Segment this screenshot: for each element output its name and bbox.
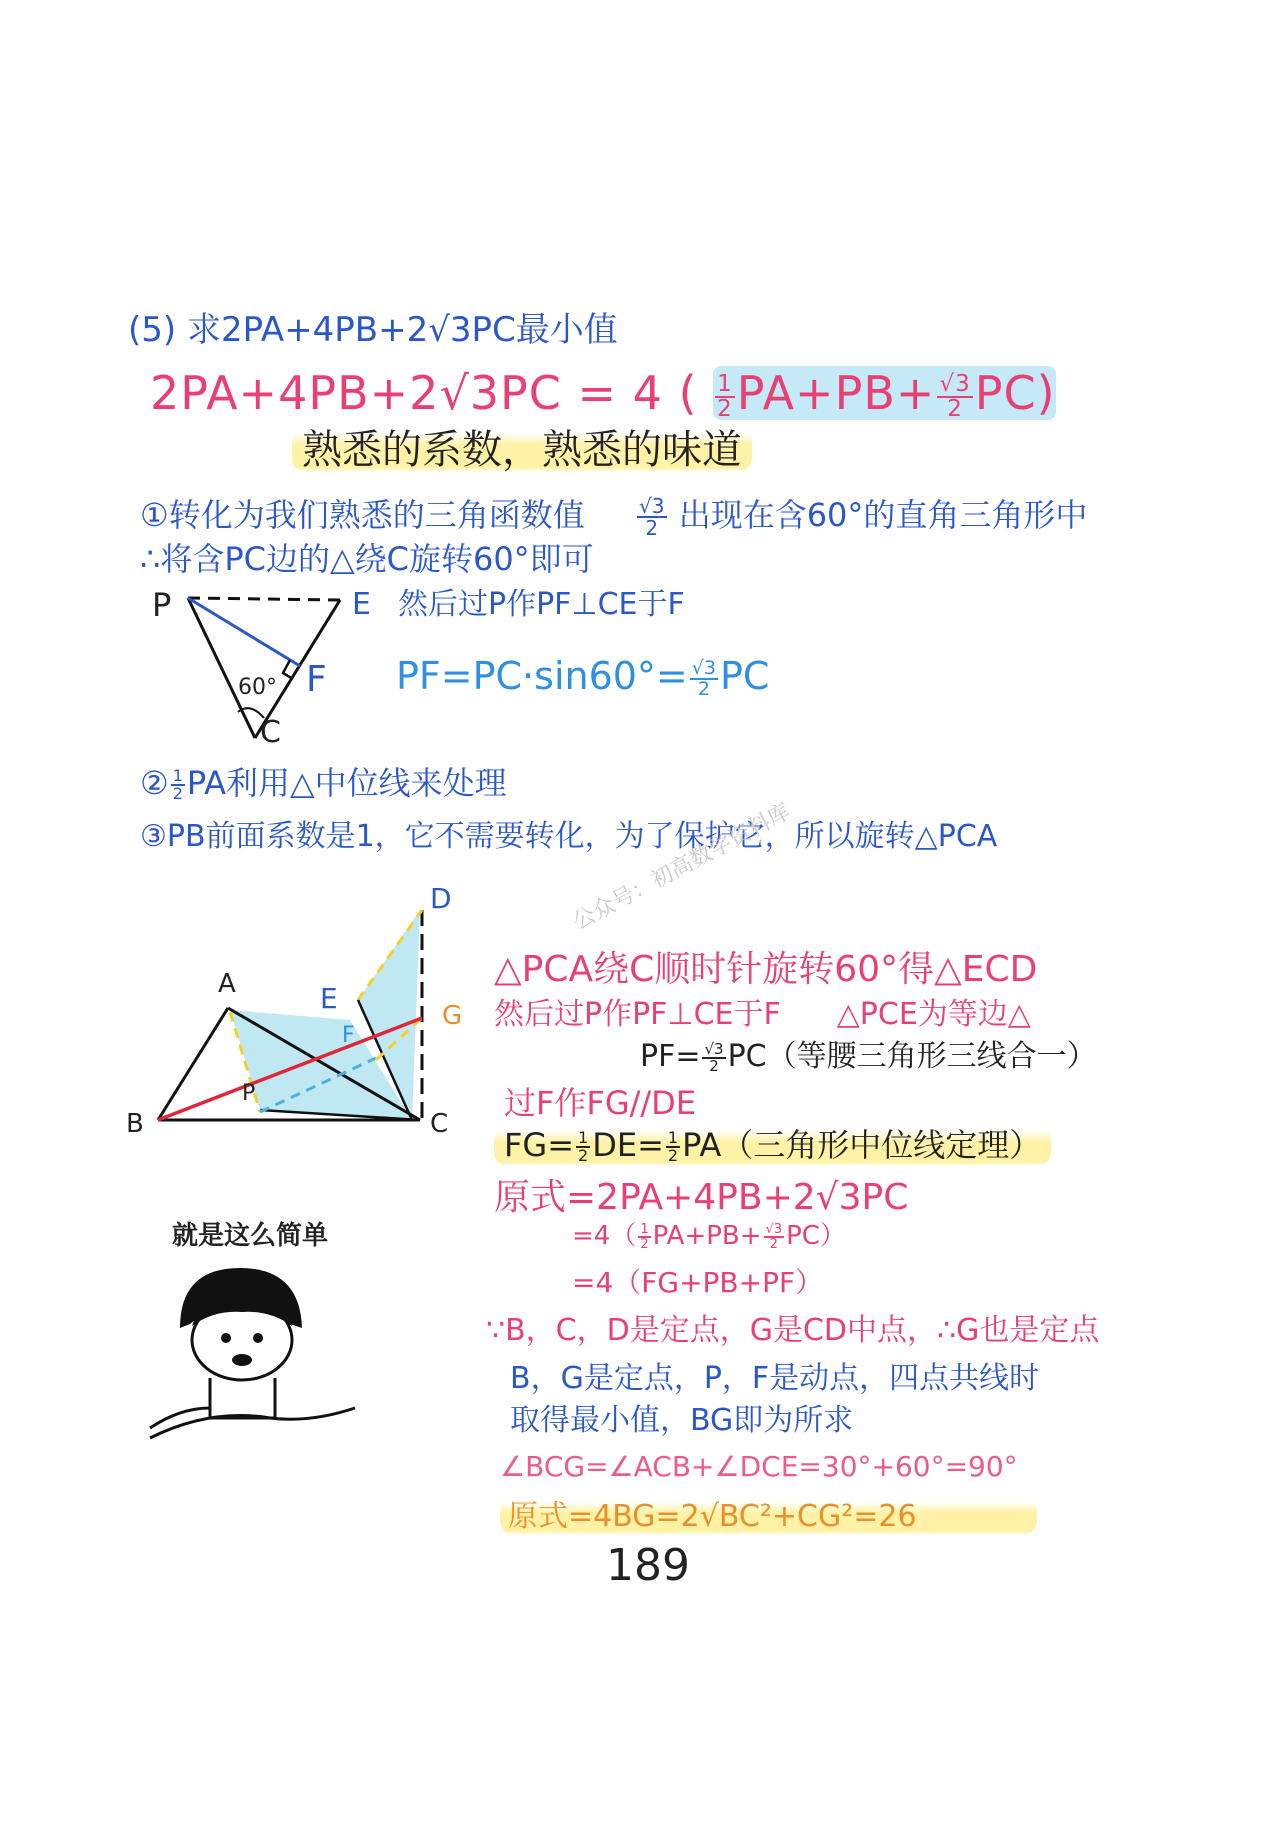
solution-l7c: PC） (786, 1221, 846, 1251)
watermark: 公众号：初高数学资料库 (569, 799, 795, 936)
meme-body (210, 1378, 275, 1418)
step1-line1-b: 出现在含60°的直角三角形中 (678, 496, 1088, 534)
pf-formula-fraction: $\frac{√3}{2}$ (691, 656, 716, 700)
segment-PE (188, 598, 340, 600)
label-C2: C (430, 1109, 449, 1139)
solution-l3b: PC（等腰三角形三线合一） (727, 1039, 1097, 1074)
solution-l12: ∠BCG=∠ACB+∠DCE=30°+60°=90° (500, 1450, 1018, 1483)
step2-text: PA利用△中位线来处理 (186, 764, 507, 802)
meme-face-illustration (150, 1258, 360, 1438)
triangle-diagram-2 (150, 880, 450, 1130)
solution-l7 (572, 1222, 846, 1251)
main-equation-right-1: PA+PB+ (736, 366, 936, 420)
half-fraction: $\frac{1}{2}$ (717, 370, 733, 422)
pf-formula-text: PF=PC·sin60°= (396, 654, 688, 698)
solution-l10: B，G是定点，P，F是动点，四点共线时 (510, 1361, 1040, 1396)
solution-l13: 原式=4BG=2√BC²+CG²=26 (500, 1498, 1037, 1535)
solution-l5a: FG= (504, 1126, 575, 1164)
step2 (140, 766, 507, 802)
label-angle-60: 60° (238, 675, 277, 700)
paren-open: ( (678, 366, 698, 420)
main-equation-left: 2PA+4PB+2√3PC = 4 (150, 366, 663, 420)
solution-l2 (494, 998, 1031, 1031)
solution-l6: 原式=2PA+4PB+2√3PC (494, 1177, 909, 1218)
solution-l3 (640, 1040, 1097, 1074)
solution-l2a: 然后过P作PF⊥CE于F (494, 997, 781, 1032)
pf-formula-tail: PC (719, 654, 770, 698)
solution-l7-sqrt3: $\frac{√3}{2}$ (765, 1221, 783, 1252)
meme-eye-right (253, 1333, 263, 1343)
step1-line1-a: ①转化为我们熟悉的三角函数值 (140, 496, 585, 534)
meme-eye-left (221, 1333, 231, 1343)
main-equation-right-2: PC) (974, 366, 1056, 420)
pf-formula (396, 656, 769, 699)
solution-l5-half-1: $\frac{1}{2}$ (578, 1128, 589, 1165)
label-E2: E (320, 982, 338, 1015)
step1-line1 (140, 496, 1087, 538)
solution-l11: 取得最小值，BG即为所求 (510, 1403, 854, 1438)
step1-diagram-note: 然后过P作PF⊥CE于F (398, 587, 685, 622)
label-A: A (218, 969, 236, 999)
solution-l3-fraction: $\frac{√3}{2}$ (704, 1039, 724, 1075)
subtitle: 熟悉的系数，熟悉的味道 (292, 428, 752, 472)
solution-l5 (494, 1126, 1051, 1166)
meme-caption: 就是这么简单 (172, 1221, 329, 1251)
solution-l9: ∵B，C，D是定点，G是CD中点，∴G也是定点 (486, 1313, 1100, 1348)
step1-sqrt3-half: $\frac{√3}{2}$ (639, 494, 665, 540)
page-number: 189 (606, 1540, 690, 1591)
step3: ③PB前面系数是1，它不需要转化，为了保护它，所以旋转△PCA (140, 819, 998, 854)
label-D: D (430, 882, 452, 915)
label-F2: F (342, 1023, 355, 1048)
step1-line2: ∴将含PC边的△绕C旋转60°即可 (140, 540, 594, 578)
meme-mouth (232, 1354, 252, 1366)
solution-l7-half: $\frac{1}{2}$ (640, 1221, 649, 1252)
solution-l5-half-2: $\frac{1}{2}$ (667, 1128, 679, 1165)
solution-l8: =4（FG+PB+PF） (572, 1266, 824, 1299)
label-F1: F (306, 659, 327, 700)
label-B: B (126, 1109, 144, 1139)
segment-AB (158, 1008, 228, 1120)
solution-l1: △PCA绕C顺时针旋转60°得△ECD (494, 949, 1038, 990)
step2-half: $\frac{1}{2}$ (172, 766, 183, 803)
label-C1: C (260, 715, 281, 750)
solution-l4: 过F作FG//DE (504, 1084, 697, 1122)
solution-l7b: PA+PB+ (652, 1221, 762, 1251)
problem-label: (5) 求2PA+4PB+2√3PC最小值 (128, 310, 618, 350)
label-P1: P (152, 586, 172, 624)
label-G: G (442, 1001, 463, 1031)
solution-l2b: △PCE为等边△ (836, 997, 1031, 1032)
solution-l5c: PA（三角形中位线定理） (682, 1126, 1042, 1164)
solution-l3a: PF= (640, 1039, 701, 1074)
main-equation-bracket (713, 366, 1055, 420)
solution-l5b: DE= (592, 1126, 664, 1164)
main-equation (150, 368, 1056, 421)
solution-l7a: =4（ (572, 1221, 637, 1251)
step2-prefix: ② (140, 764, 169, 802)
label-P2: P (242, 1081, 256, 1106)
label-E1: E (352, 587, 371, 622)
sqrt3-half-fraction: $\frac{√3}{2}$ (939, 370, 971, 422)
